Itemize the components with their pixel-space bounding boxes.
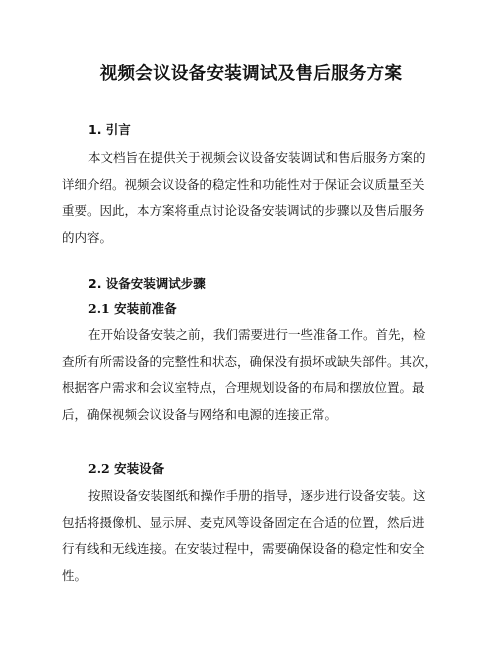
section-1-heading: 1. 引言 xyxy=(88,122,131,137)
paragraph-line: 行有线和无线连接。在安装过程中，需要确保设备的稳定性和安全 xyxy=(62,541,425,556)
paragraph-line: 查所有所需设备的完整性和状态，确保没有损坏或缺失部件。其次， xyxy=(62,353,438,369)
paragraph-line: 包括将摄像机、显示屏、麦克风等设备固定在合适的位置，然后进 xyxy=(62,514,425,530)
paragraph-line: 详细介绍。视频会议设备的稳定性和功能性对于保证会议质量至关 xyxy=(62,176,425,192)
paragraph-line: 按照设备安装图纸和操作手册的指导，逐步进行设备安装。这 xyxy=(88,488,426,503)
section-2-1-paragraph xyxy=(62,322,458,428)
paragraph-line: 重要。因此，本方案将重点讨论设备安装调试的步骤以及售后服务 xyxy=(62,203,425,218)
section-2-heading: 2. 设备安装调试步骤 xyxy=(88,276,206,291)
section-2-1-heading: 2.1 安装前准备 xyxy=(88,301,177,316)
paragraph-line: 后，确保视频会议设备与网络和电源的连接正常。 xyxy=(62,406,338,422)
paragraph-line: 本文档旨在提供关于视频会议设备安装调试和售后服务方案的 xyxy=(88,150,426,165)
document-title: 视频会议设备安装调试及售后服务方案 xyxy=(99,64,403,84)
section-2-2-paragraph xyxy=(62,483,458,589)
paragraph-line: 根据客户需求和会议室特点，合理规划设备的布局和摆放位置。最 xyxy=(62,380,425,395)
paragraph-line: 的内容。 xyxy=(62,229,113,245)
section-1-paragraph xyxy=(62,145,458,251)
paragraph-line: 性。 xyxy=(62,567,88,583)
paragraph-line: 在开始设备安装之前，我们需要进行一些准备工作。首先，检 xyxy=(88,327,426,342)
section-2-2-heading: 2.2 安装设备 xyxy=(88,461,165,476)
